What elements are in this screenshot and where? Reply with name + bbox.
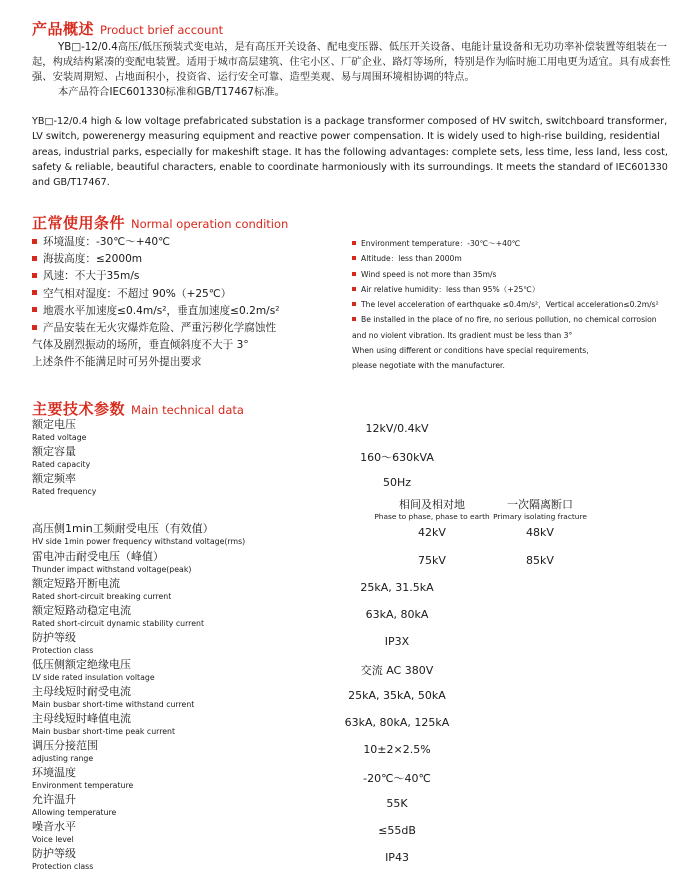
overview-title-en: Product brief account	[100, 23, 224, 37]
bullet-icon	[32, 273, 37, 278]
spec-row-environment-temperature: 环境温度 Environment temperature -20℃～40℃	[32, 766, 672, 793]
condition-cn-item: 环境温度：-30℃～+40℃	[32, 234, 352, 251]
spec-row-busbar-peak: 主母线短时峰值电流 Main busbar short-time peak current 63kA, 80kA, 125kA	[32, 712, 672, 739]
spec-row-protection-class-2: 防护等级 Protection class IP43	[32, 847, 672, 874]
overview-title	[32, 18, 223, 39]
spec-value: ≤55dB	[378, 824, 416, 837]
bullet-icon	[352, 241, 356, 245]
spec-row-hv-withstand: 高压侧1min工频耐受电压（有效值） HV side 1min power frequency withstand voltage(rms) 42kV 48kV	[32, 522, 672, 549]
spec-row-rated-voltage: 额定电压 Rated voltage 12kV/0.4kV	[32, 418, 672, 445]
bullet-icon	[352, 256, 356, 260]
conditions-title	[32, 212, 288, 233]
bullet-icon	[32, 290, 37, 295]
bullet-icon	[32, 256, 37, 261]
condition-en-item: Be installed in the place of no fire, no serious pollution, no chemical corrosion	[352, 312, 672, 327]
spec-value: -20℃～40℃	[363, 772, 431, 785]
spec-row-rated-capacity: 额定容量 Rated capacity 160～630kVA	[32, 445, 672, 472]
overview-en-paragraph: YB□-12/0.4 high & low voltage prefabricated substation is a package transformer composed of HV switch, switchboard transformer, LV switch, powerenergy measuring equipment and reactive power compensation. It is widely used to high-rise building, residential areas, industrial parks, especially for makeshift stage. It has the following advantages: complete sets, less time, less land, less cost, safety & reliable, beautiful characters, enable to coordinate harmoniously with its surroundings. It meets the standard of IEC601330 and GB/T17467.	[32, 116, 668, 189]
column-header-phase: 相间及相对地 Phase to phase, phase to earth	[374, 498, 490, 521]
overview-cn-paragraph	[32, 40, 672, 100]
spec-value: 12kV/0.4kV	[365, 422, 429, 435]
column-header-fracture: 一次隔离断口 Primary isolating fracture	[493, 498, 587, 521]
conditions-title-en: Normal operation condition	[131, 217, 289, 231]
spec-value: 160～630kVA	[360, 451, 434, 464]
spec-value: 50Hz	[382, 476, 412, 489]
spec-row-adjusting-range: 调压分接范围 adjusting range 10±2×2.5%	[32, 739, 672, 766]
condition-en-continuation: and no violent vibration. Its gradient must be less than 3°	[352, 330, 573, 340]
spec-value-fracture: 85kV	[526, 554, 554, 567]
spec-value: 63kA, 80kA, 125kA	[344, 716, 450, 729]
spec-value: 10±2×2.5%	[363, 743, 431, 756]
spec-row-rated-frequency: 额定频率 Rated frequency 50Hz	[32, 472, 672, 499]
spec-value: 交流 AC 380V	[360, 664, 434, 677]
bullet-icon	[352, 272, 356, 276]
condition-en-note: please negotiate with the manufacturer.	[352, 361, 505, 371]
conditions-title-cn: 正常使用条件	[32, 214, 126, 232]
bullet-icon	[352, 302, 356, 306]
spec-row-temperature-rise: 允许温升 Allowing temperature 55K	[32, 793, 672, 820]
technical-title-en: Main technical data	[131, 403, 244, 417]
condition-en-item: Air relative humidity：less than 95%（+25℃）	[352, 282, 672, 297]
spec-row-protection-class: 防护等级 Protection class IP3X	[32, 631, 672, 658]
spec-row-lv-insulation: 低压侧额定绝缘电压 LV side rated insulation voltage 交流 AC 380V	[32, 658, 672, 685]
spec-row-dynamic-stability: 额定短路动稳定电流 Rated short-circuit dynamic stability current 63kA, 80kA	[32, 604, 672, 631]
overview-cn-text: YB□-12/0.4高压/低压预装式变电站，是有高压开关设备、配电变压器、低压开关设备、电能计量设备和无功功率补偿装置等组装在一起，构成结构紧凑的变配电装置。适用于城市高层建筑、住宅小区、厂矿企业、路灯等场所，特别是作为临时施工用电更为适宜。具有成套性强、安装周期短、占地面积小，投资省、运行安全可靠、造型美观、易与周围环境相协调的特点。	[32, 41, 671, 83]
condition-en-item: Altitude：less than 2000m	[352, 251, 672, 266]
overview-title-cn: 产品概述	[32, 20, 95, 38]
condition-en-item: Wind speed is not more than 35m/s	[352, 267, 672, 282]
bullet-icon	[352, 287, 356, 291]
condition-cn-item: 海拔高度：≤2000m	[32, 251, 352, 268]
condition-en-item: The level acceleration of earthquake ≤0.4m/s²，Vertical acceleration≤0.2m/s²	[352, 297, 672, 312]
spec-value: 63kA, 80kA	[365, 608, 429, 621]
conditions-cn-list	[32, 234, 352, 372]
spec-row-breaking-current: 额定短路开断电流 Rated short-circuit breaking current 25kA, 31.5kA	[32, 577, 672, 604]
condition-cn-item: 空气相对湿度：不超过 90%（+25℃）	[32, 286, 352, 303]
technical-title-cn: 主要技术参数	[32, 400, 126, 418]
condition-en-note: When using different or conditions have special requirements,	[352, 346, 589, 356]
condition-en-item: Environment temperature：-30℃～+40℃	[352, 236, 672, 251]
condition-cn-item: 地震水平加速度≤0.4m/s²，垂直加速度≤0.2m/s²	[32, 303, 352, 320]
spec-row-busbar-withstand: 主母线短时耐受电流 Main busbar short-time withstand current 25kA, 35kA, 50kA	[32, 685, 672, 712]
condition-cn-note: 上述条件不能满足时可另外提出要求	[32, 356, 202, 369]
spec-value-phase: 42kV	[418, 526, 446, 539]
bullet-icon	[32, 325, 37, 330]
spec-value-phase: 75kV	[418, 554, 446, 567]
condition-cn-item: 风速：不大于35m/s	[32, 268, 352, 285]
spec-value: 25kA, 35kA, 50kA	[348, 689, 446, 702]
conditions-en-list	[352, 236, 672, 374]
condition-cn-item: 产品安装在无火灾爆炸危险、严重污秽化学腐蚀性	[32, 320, 352, 337]
spec-row-voice-level: 噪音水平 Voice level ≤55dB	[32, 820, 672, 847]
overview-cn-standard: 本产品符合IEC601330标准和GB/T17467标准。	[58, 86, 285, 98]
spec-value: 55K	[386, 797, 408, 810]
bullet-icon	[352, 317, 356, 321]
spec-row-thunder-impact: 雷电冲击耐受电压（峰值） Thunder impact withstand voltage(peak) 75kV 85kV	[32, 550, 672, 577]
condition-cn-continuation: 气体及剧烈振动的场所，垂直倾斜度不大于 3°	[32, 339, 249, 352]
spec-value-fracture: 48kV	[526, 526, 554, 539]
spec-value: 25kA, 31.5kA	[360, 581, 434, 594]
bullet-icon	[32, 239, 37, 244]
spec-value: IP3X	[384, 635, 410, 648]
spec-value: IP43	[385, 851, 409, 864]
bullet-icon	[32, 307, 37, 312]
technical-title	[32, 398, 244, 419]
